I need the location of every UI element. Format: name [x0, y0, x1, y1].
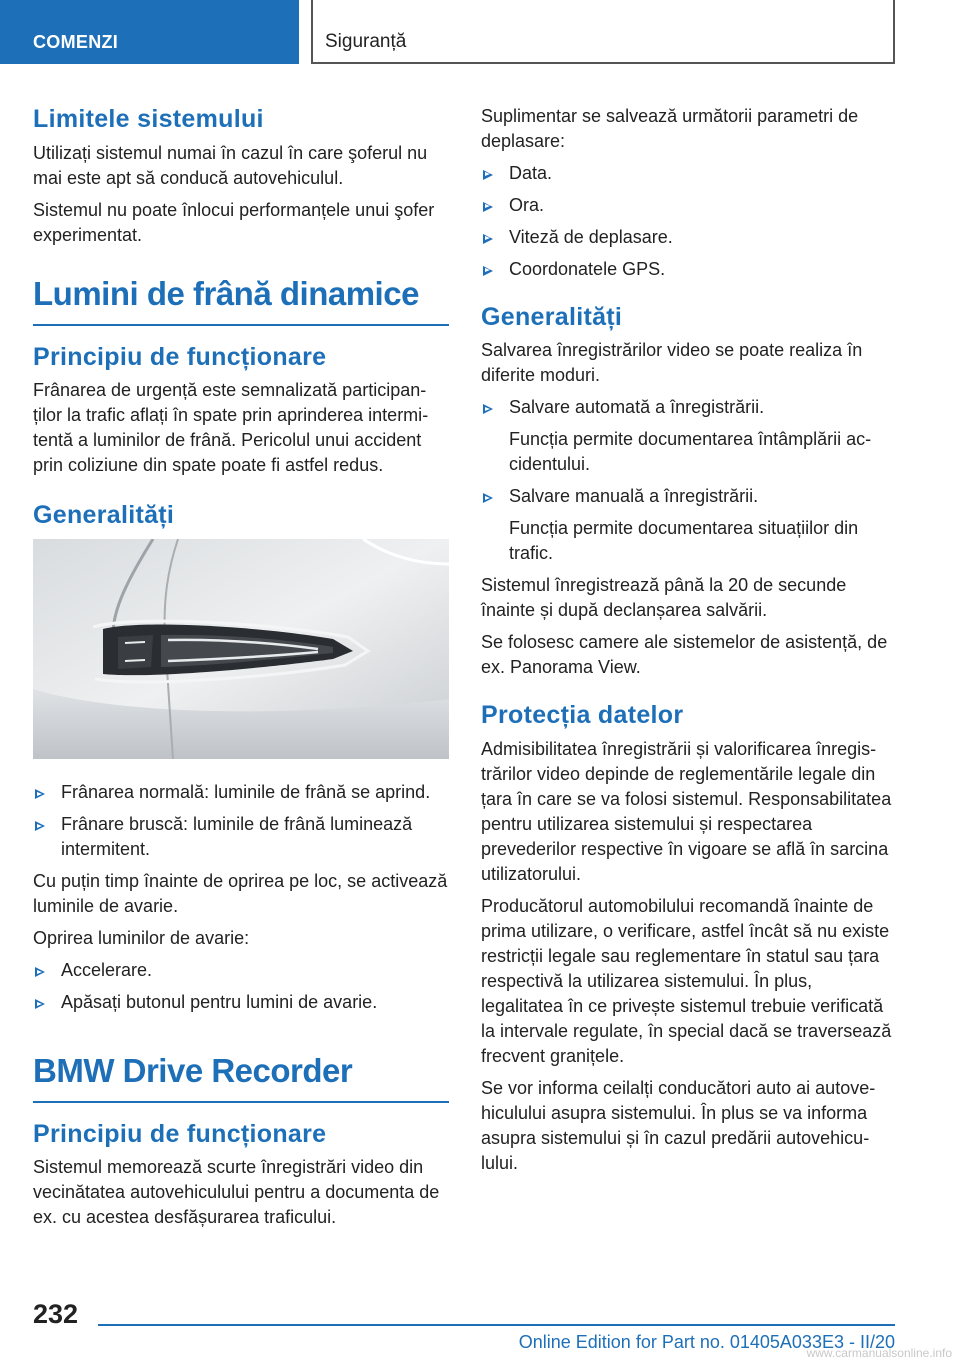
- brake-light-photo: [33, 539, 449, 759]
- chapter-tab: COMENZI: [0, 0, 299, 64]
- privacy-heading: Protecția datelor: [481, 701, 684, 730]
- triangle-bullet-icon: [483, 404, 493, 414]
- params-list: [481, 161, 897, 282]
- right-column: [481, 100, 897, 1183]
- triangle-bullet-icon: [483, 202, 493, 212]
- list-item: Apăsați butonul pentru lumini de avarie.: [33, 990, 449, 1015]
- params-paragraph: Suplimentar se salvează următorii parametri de deplasare:: [481, 106, 859, 151]
- drive-recorder-heading: BMW Drive Recorder: [33, 1051, 449, 1103]
- privacy-paragraph-3: Se vor informa ceilalți conducători auto ai autovehiculului asupra sistemului. În plus se va informa asupra sistemului și în cazul predării autovehiculului.: [481, 1077, 876, 1173]
- page-header: [0, 0, 960, 66]
- cameras-paragraph: Se folosesc camere ale sistemelor de asistență, de ex. Panorama View.: [481, 632, 888, 678]
- list-item-description: Funcția permite documentarea situațiilor din trafic.: [509, 518, 859, 564]
- recorder-general-heading: Generalități: [481, 303, 623, 331]
- recorder-general-paragraph: Salvarea înregistrărilor video se poate realiza în diferite moduri.: [481, 340, 863, 386]
- limits-paragraph-2: Sistemul nu poate înlocui performanțele unui şofer experimentat.: [33, 200, 435, 246]
- general-heading: Generalități: [33, 501, 175, 530]
- save-modes-list: [481, 395, 897, 566]
- left-column: [33, 100, 449, 1237]
- list-item-description: Funcția permite documentarea întâmplării accidentului.: [509, 429, 872, 475]
- hazard-paragraph: Cu puțin timp înainte de oprirea pe loc, se activează luminile de avarie.: [33, 871, 448, 917]
- stop-hazard-paragraph: Oprirea luminilor de avarie:: [33, 928, 250, 949]
- principle-heading: Principiu de funcționare: [33, 342, 327, 371]
- privacy-paragraph-1: Admisibilitatea înregistrării și valorificarea înregistrărilor video depinde de reglementările legale din țara în care se va folosi sistemul. Responsabilitatea pentru utilizarea sistemului și respectarea prevederilor respective în vigoare se află în sarcina utilizatorului.: [481, 738, 892, 884]
- brake-lights-heading: Lumini de frână dinamice: [33, 274, 449, 326]
- privacy-paragraph-2: Producătorul automobilului recomandă înainte de prima utilizare, o verificare, astfel încât să nu existe restricții legale sau reglementare în statul sau țara respectivă la utilizarea sistemului. În plus, legalitatea în ce privește sistemul trebuie verificată la intervale regulate, în special dacă se traversează frecvent granițele.: [481, 895, 892, 1066]
- list-item: Frânarea normală: luminile de frână se aprind.: [33, 780, 449, 805]
- list-item: Salvare automată a înregistrării. Funcția permite documentarea întâmplării accidentului.: [481, 395, 897, 477]
- edition-note: Online Edition for Part no. 01405A033E3 - II/20: [518, 1332, 895, 1352]
- seconds-paragraph: Sistemul înregistrează până la 20 de secunde înainte și după declanșarea salvării.: [481, 575, 847, 621]
- recorder-principle-paragraph: Sistemul memorează scurte înregistrări video din vecinătatea autovehiculului pentru a documenta de ex. cu acestea desfășurarea traficului.: [33, 1157, 440, 1228]
- section-label: Siguranță: [311, 0, 895, 64]
- brake-behavior-list: [33, 780, 449, 862]
- list-item: Frânare bruscă: luminile de frână luminează intermitent.: [33, 812, 449, 862]
- limits-paragraph-1: Utilizați sistemul numai în cazul în care şoferul nu mai este apt să conducă autovehiculul.: [33, 143, 428, 189]
- triangle-bullet-icon: [483, 234, 493, 244]
- triangle-bullet-icon: [483, 493, 493, 503]
- watermark: www.carmanualsonline.info: [806, 1346, 952, 1360]
- stop-hazard-list: [33, 958, 449, 1015]
- list-item: Accelerare.: [33, 958, 449, 983]
- principle-paragraph: Frânarea de urgență este semnalizată participanților la trafic aflați în spate prin aprinderea intermitentă a luminilor de frână. Pericolul unui accident prin coliziune din spate poate fi astfel redus.: [33, 380, 429, 476]
- page-number: 232: [33, 1299, 79, 1329]
- limits-heading: Limitele sistemului: [33, 105, 264, 133]
- triangle-bullet-icon: [35, 999, 45, 1009]
- footer-divider: [98, 1324, 895, 1326]
- list-item: Salvare manuală a înregistrării. Funcția permite documentarea situațiilor din trafic.: [481, 484, 897, 566]
- triangle-bullet-icon: [35, 789, 45, 799]
- triangle-bullet-icon: [35, 821, 45, 831]
- triangle-bullet-icon: [35, 967, 45, 977]
- list-item: Viteză de deplasare.: [481, 225, 897, 250]
- list-item: Data.: [481, 161, 897, 186]
- list-item: Coordonatele GPS.: [481, 257, 897, 282]
- triangle-bullet-icon: [483, 170, 493, 180]
- triangle-bullet-icon: [483, 266, 493, 276]
- list-item: Ora.: [481, 193, 897, 218]
- recorder-principle-heading: Principiu de funcționare: [33, 1119, 327, 1148]
